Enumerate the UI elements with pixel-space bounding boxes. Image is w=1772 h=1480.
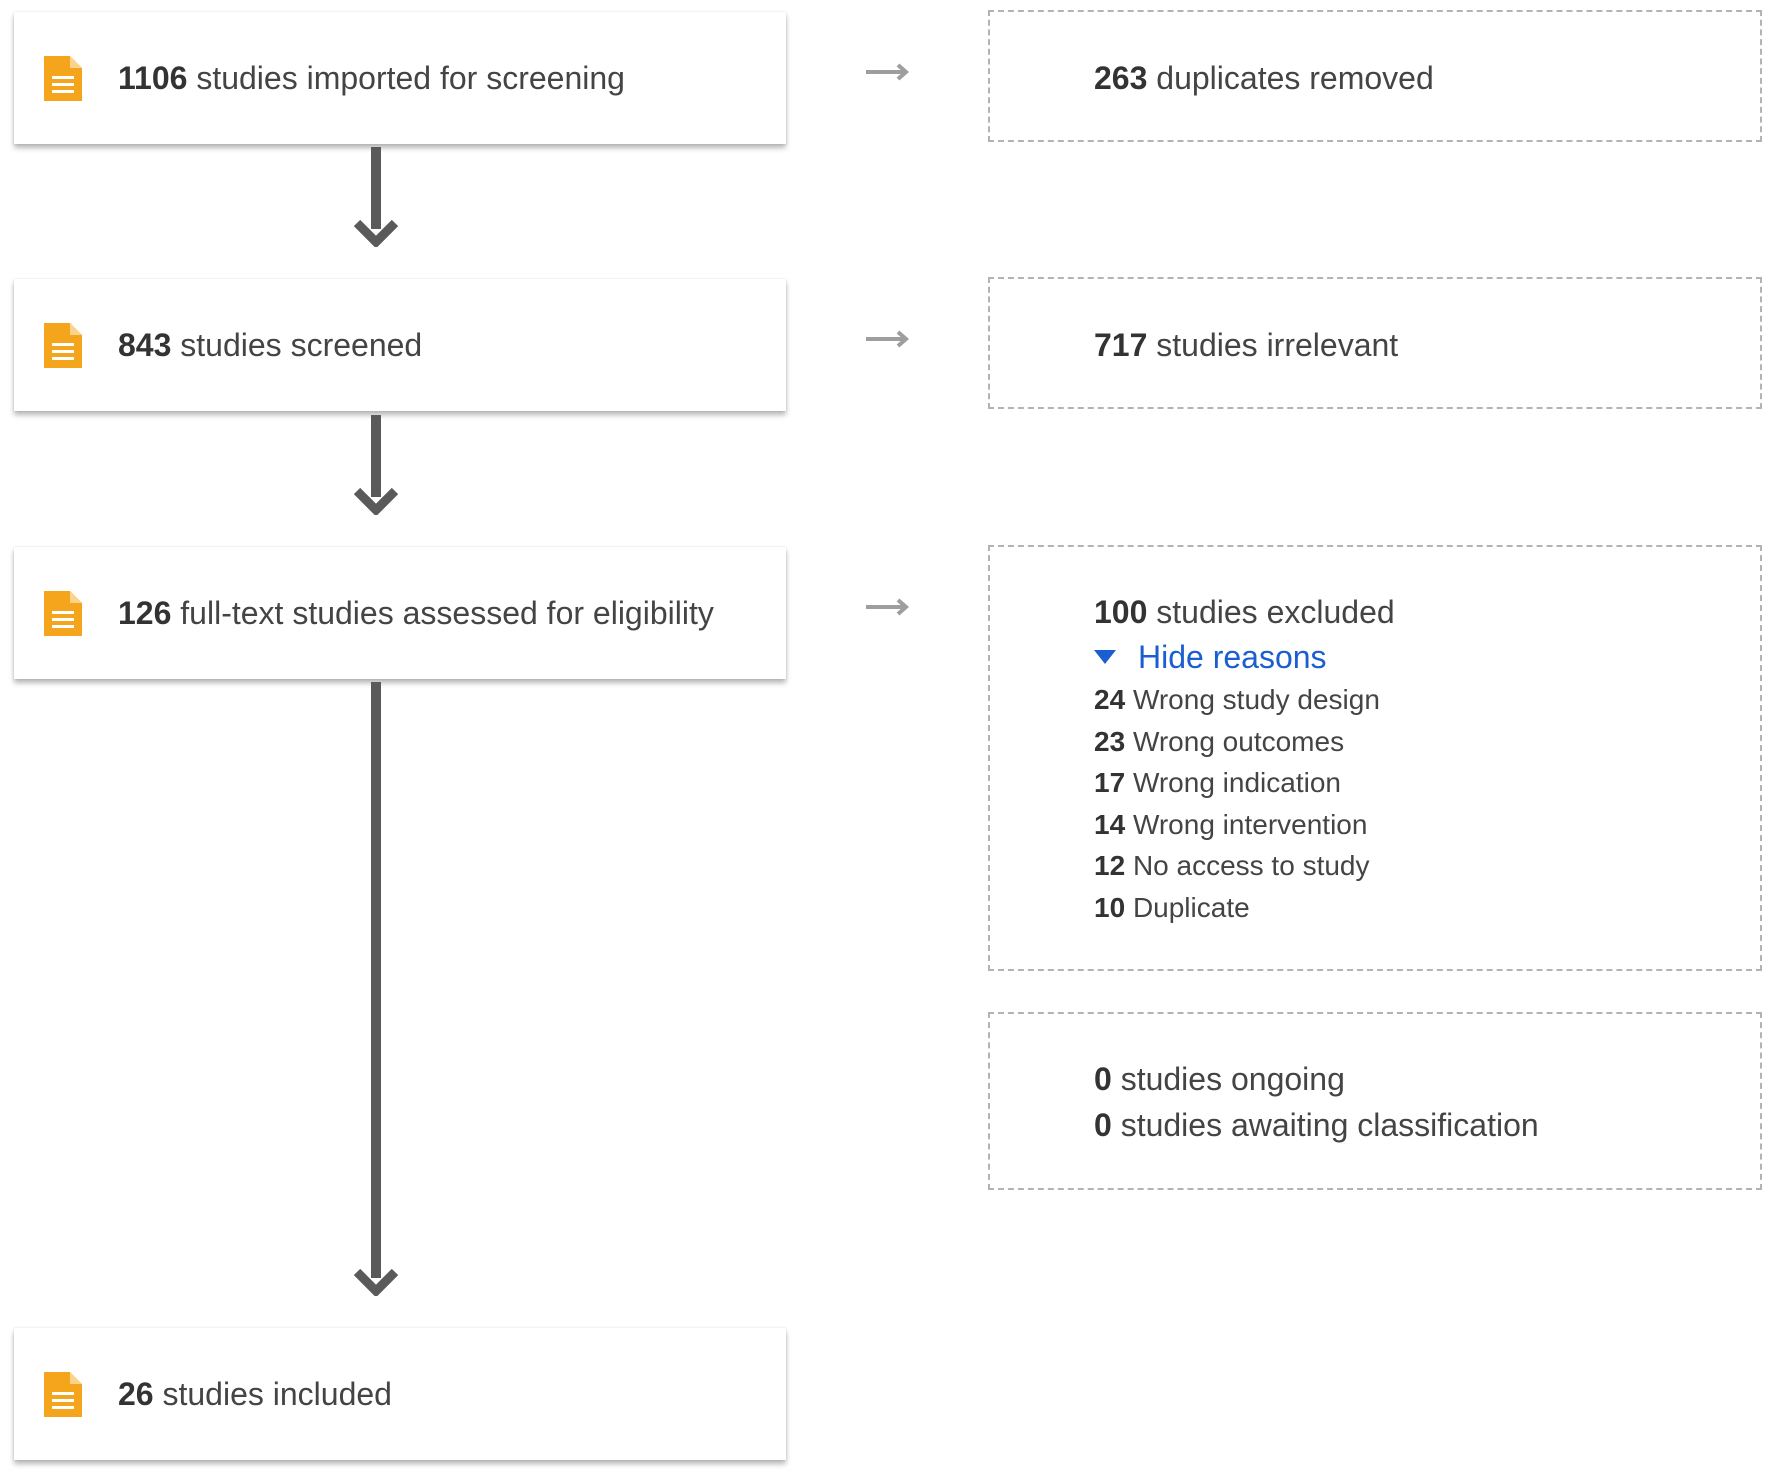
reason-count: 12 <box>1094 850 1126 881</box>
excluded-line <box>1094 589 1750 635</box>
reason-count: 23 <box>1094 725 1126 757</box>
ongoing-box <box>988 1012 1762 1190</box>
reason-item <box>1094 679 1750 721</box>
reason-label: Wrong intervention <box>1132 808 1368 840</box>
down-arrow-icon <box>352 415 400 515</box>
right-arrow-icon <box>866 597 914 617</box>
stage-count: 1106 <box>118 60 188 96</box>
stage-text <box>118 279 422 411</box>
reason-count: 10 <box>1094 891 1126 923</box>
stage-count: 26 <box>118 1376 154 1412</box>
document-icon <box>44 591 82 636</box>
reason-item <box>1094 845 1750 887</box>
reason-label: Duplicate <box>1132 891 1250 923</box>
duplicates-count: 263 <box>1094 60 1148 96</box>
stage-text <box>118 1328 392 1460</box>
excluded-count: 100 <box>1094 594 1148 630</box>
reason-item <box>1094 721 1750 763</box>
stage-count: 126 <box>118 595 172 631</box>
ongoing-label: studies ongoing <box>1120 1061 1345 1097</box>
hide-reasons-toggle[interactable] <box>1094 635 1750 679</box>
awaiting-line <box>1094 1102 1750 1148</box>
awaiting-count: 0 <box>1094 1107 1112 1143</box>
ongoing-count: 0 <box>1094 1061 1112 1097</box>
hide-reasons-label: Hide reasons <box>1138 639 1327 675</box>
awaiting-label: studies awaiting classification <box>1120 1107 1539 1143</box>
duplicates-label: duplicates removed <box>1156 60 1434 96</box>
stage-text <box>118 12 625 144</box>
stage-label: studies screened <box>180 327 423 363</box>
reason-label: No access to study <box>1132 850 1370 881</box>
right-arrow-icon <box>866 62 914 82</box>
right-arrow-icon <box>866 329 914 349</box>
stage-box-full-text <box>14 547 786 679</box>
duplicates-line <box>1094 55 1750 101</box>
duplicates-box <box>988 10 1762 142</box>
stage-count: 843 <box>118 327 172 363</box>
stage-text <box>118 547 714 679</box>
document-icon <box>44 323 82 368</box>
reason-count: 14 <box>1094 808 1126 840</box>
document-icon <box>44 56 82 101</box>
reason-item <box>1094 762 1750 804</box>
reason-count: 24 <box>1094 684 1126 715</box>
reason-label: Wrong indication <box>1132 767 1341 798</box>
stage-label: studies included <box>162 1376 392 1412</box>
irrelevant-box <box>988 277 1762 409</box>
reason-count: 17 <box>1094 767 1126 798</box>
irrelevant-count: 717 <box>1094 327 1148 363</box>
excluded-box <box>988 545 1762 971</box>
excluded-label: studies excluded <box>1156 594 1395 630</box>
down-arrow-icon <box>352 682 400 1296</box>
stage-box-included <box>14 1328 786 1460</box>
document-icon <box>44 1372 82 1417</box>
reason-label: Wrong study design <box>1132 684 1380 715</box>
stage-label: studies imported for screening <box>196 60 625 96</box>
irrelevant-line <box>1094 322 1750 368</box>
reason-item <box>1094 887 1750 929</box>
reason-label: Wrong outcomes <box>1132 725 1345 757</box>
ongoing-line <box>1094 1056 1750 1102</box>
irrelevant-label: studies irrelevant <box>1156 327 1399 363</box>
down-arrow-icon <box>352 147 400 247</box>
stage-box-imported <box>14 12 786 144</box>
reason-item <box>1094 804 1750 846</box>
stage-label: full-text studies assessed for eligibility <box>180 595 714 631</box>
stage-box-screened <box>14 279 786 411</box>
triangle-down-icon <box>1094 650 1116 664</box>
